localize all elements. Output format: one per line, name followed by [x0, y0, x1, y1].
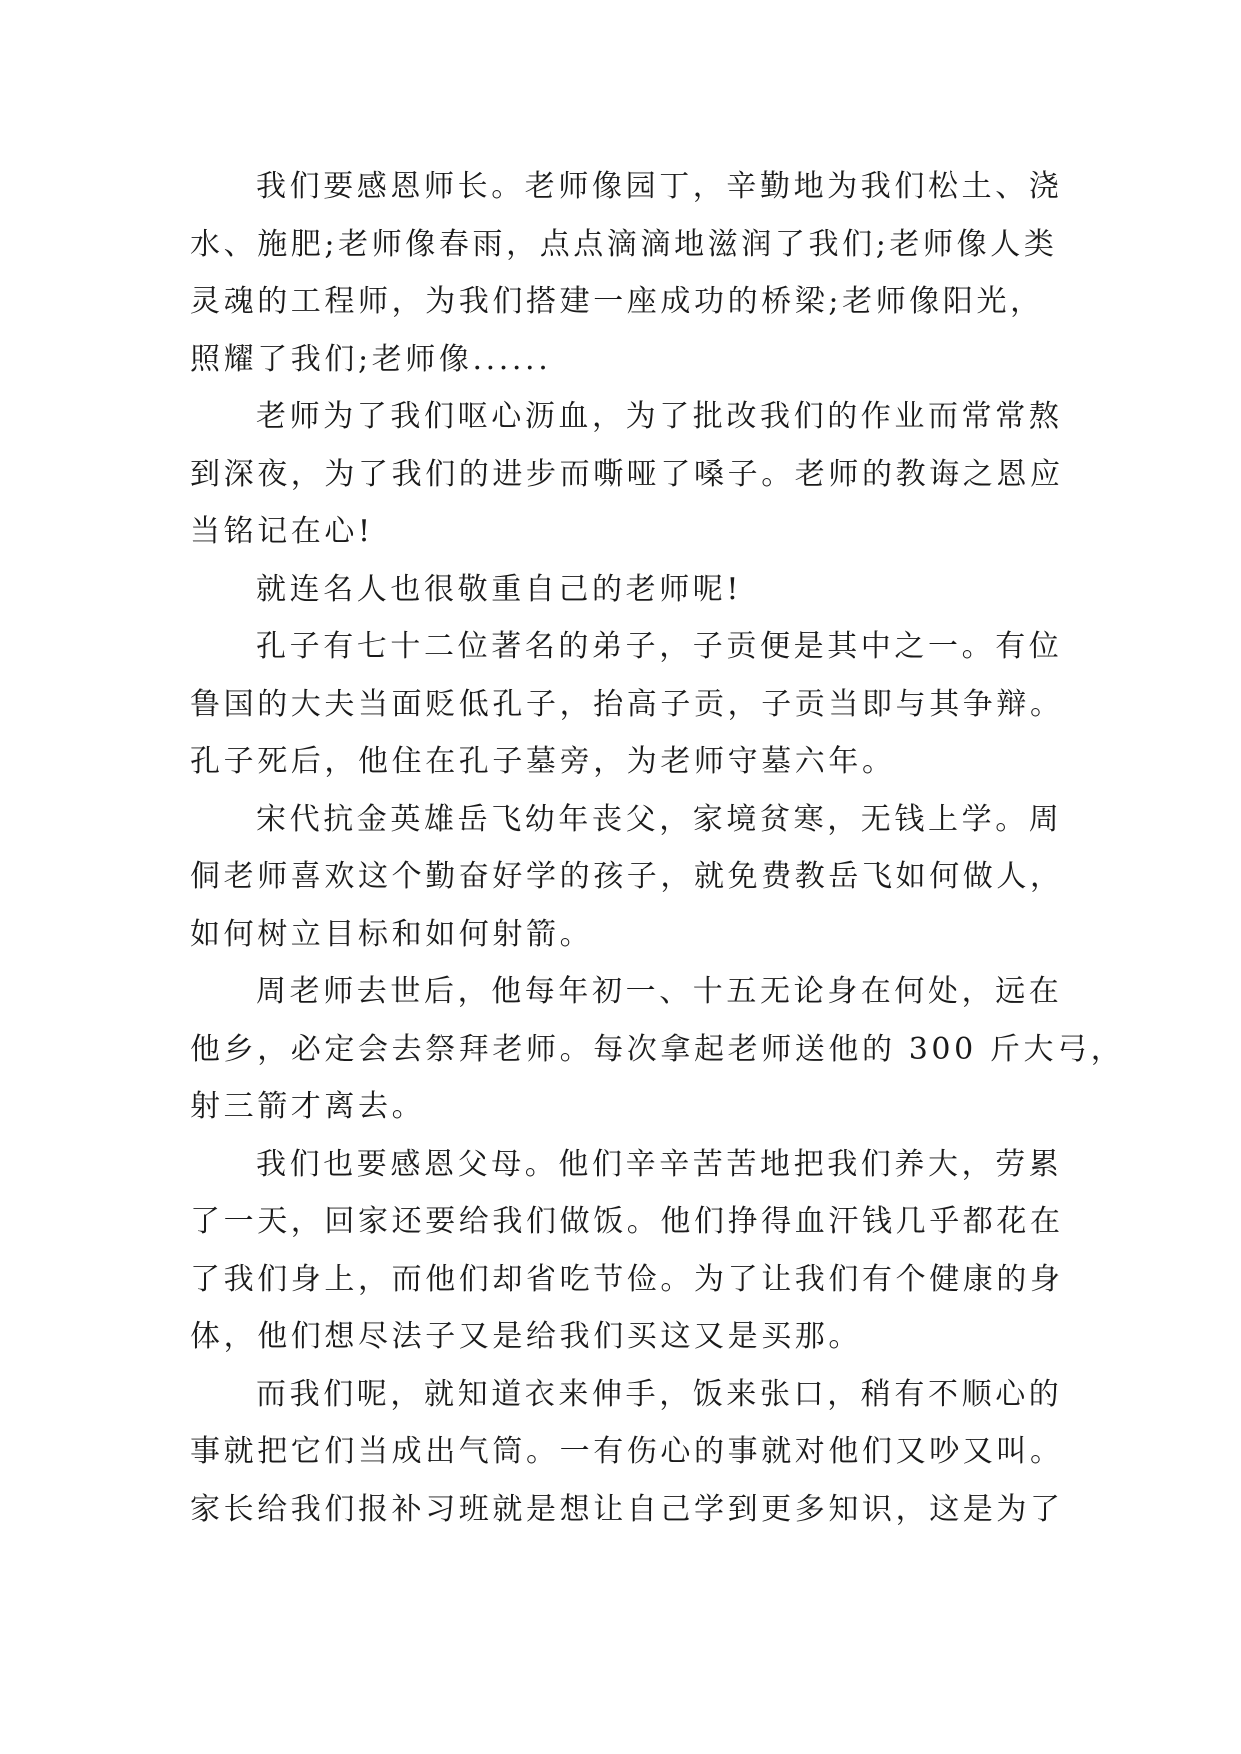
text-line: 射三箭才离去。 [190, 1089, 426, 1124]
text-line: 老师为了我们呕心沥血，为了批改我们的作业而常常熬 [256, 399, 1063, 434]
paragraph-teacher-devotion [190, 388, 1070, 561]
text-line: 照耀了我们;老师像...... [190, 341, 552, 377]
text-line: 灵魂的工程师，为我们搭建一座成功的桥梁;老师像阳光， [190, 284, 1044, 319]
text-line: 如何树立目标和如何射箭。 [190, 916, 594, 952]
text-line: 而我们呢，就知道衣来伸手，饭来张口，稍有不顺心的 [256, 1376, 1063, 1412]
text-line: 当铭记在心! [190, 514, 374, 549]
text-line: 他乡，必定会去祭拜老师。每次拿起老师送他的 300 斤大弓， [190, 1031, 1125, 1067]
text-line: 宋代抗金英雄岳飞幼年丧父，家境贫寒，无钱上学。周 [256, 801, 1063, 837]
text-line: 我们也要感恩父母。他们辛辛苦苦地把我们养大，劳累 [256, 1146, 1063, 1182]
text-line: 侗老师喜欢这个勤奋好学的孩子，就免费教岳飞如何做人， [190, 859, 1064, 894]
text-line: 事就把它们当成出气筒。一有伤心的事就对他们又吵又叫。 [190, 1434, 1064, 1469]
text-line: 鲁国的大夫当面贬低孔子，抬高子贡，子贡当即与其争辩。 [190, 686, 1064, 722]
paragraph-gratitude-teachers [190, 158, 1070, 388]
text-line: 孔子有七十二位著名的弟子，子贡便是其中之一。有位 [256, 629, 1063, 664]
text-line: 就连名人也很敬重自己的老师呢! [256, 571, 743, 607]
text-line: 水、施肥;老师像春雨，点点滴滴地滋润了我们;老师像人类 [190, 226, 1058, 262]
paragraph-teacher-zhou [190, 963, 1125, 1136]
paragraph-gratitude-parents [190, 1136, 1070, 1366]
text-line: 了一天，回家还要给我们做饭。他们挣得血汗钱几乎都花在 [190, 1204, 1064, 1239]
paragraph-confucius [190, 618, 1070, 791]
text-line: 周老师去世后，他每年初一、十五无论身在何处，远在 [256, 974, 1063, 1009]
paragraph-our-behavior [190, 1366, 1070, 1539]
text-line: 家长给我们报补习班就是想让自己学到更多知识，这是为了 [190, 1491, 1064, 1527]
text-line: 体，他们想尽法子又是给我们买这又是买那。 [190, 1319, 862, 1354]
text-line: 了我们身上，而他们却省吃节俭。为了让我们有个健康的身 [190, 1261, 1064, 1297]
text-line: 到深夜，为了我们的进步而嘶哑了嗓子。老师的教诲之恩应 [190, 456, 1064, 492]
paragraph-yue-fei [190, 791, 1070, 964]
text-line: 我们要感恩师长。老师像园丁，辛勤地为我们松土、浇 [256, 169, 1063, 204]
text-line: 孔子死后，他住在孔子墓旁，为老师守墓六年。 [190, 744, 896, 779]
paragraph-famous-people [190, 561, 1070, 619]
document-body [190, 158, 1125, 1538]
